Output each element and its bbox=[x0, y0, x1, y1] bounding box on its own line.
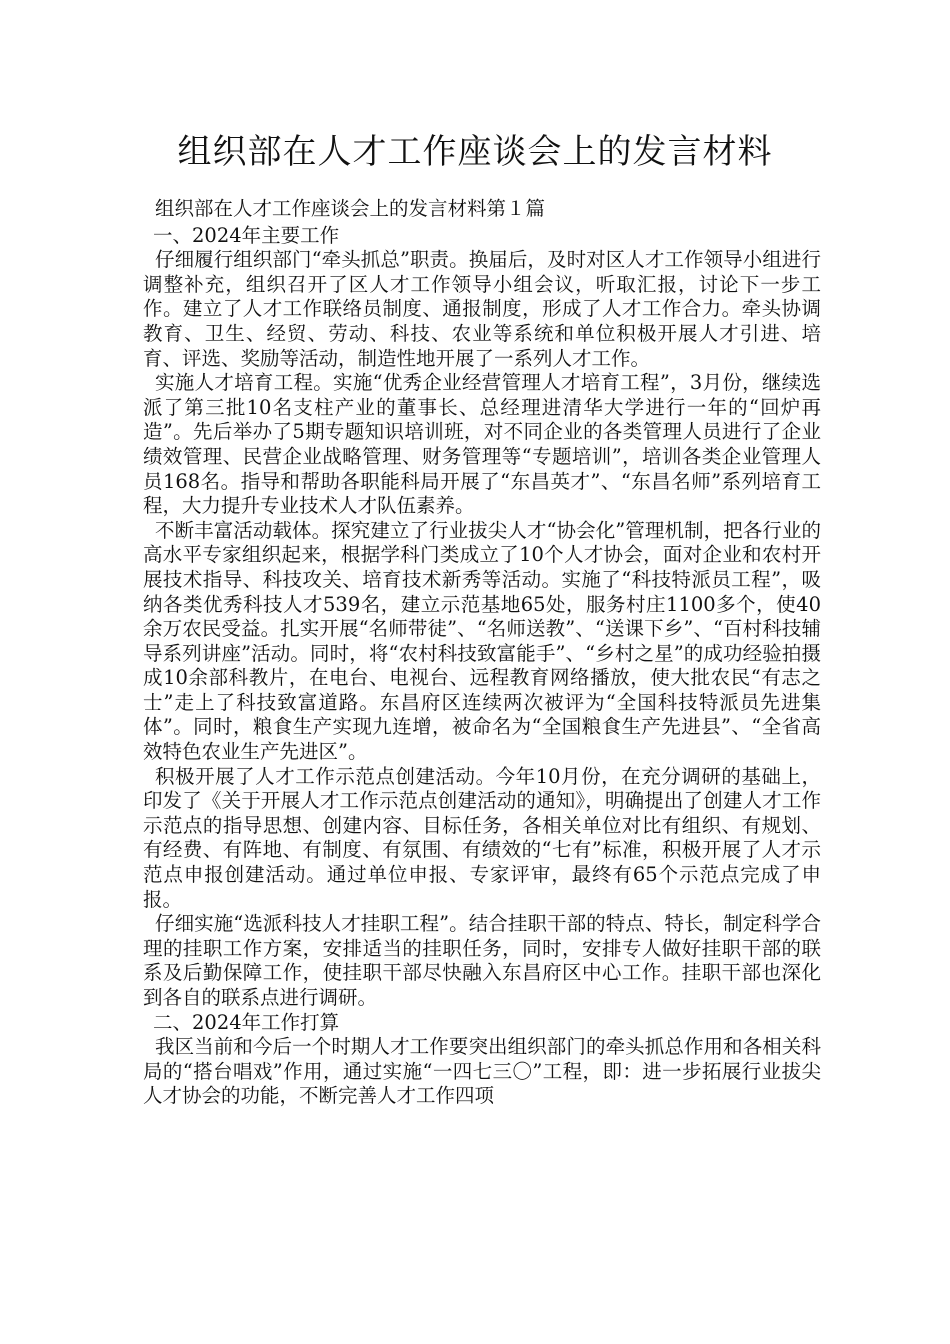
document-subtitle: 组织部在人才工作座谈会上的发言材料第１篇 bbox=[155, 197, 546, 220]
paragraph: 不断丰富活动载体。探究建立了行业拔尖人才“协会化”管理机制，把各行业的高水平专家组织起来，根据学科门类成立了10个人才协会，面对企业和农村开展技术指导、科技攻关、培育技术新秀等活动。实施了“科技特派员工程”，吸纳各类优秀科技人才539名，建立示范基地65处，服务村庄1100多个，使40余万农民受益。扎实开展“名师带徒”、“名师送教”、“送课下乡”、“百村科技辅导系列讲座”活动。同时，将“农村科技致富能手”、“乡村之星”的成功经验拍摄成10余部科教片，在电台、电视台、远程教育网络播放，使大批农民“有志之士”走上了科技致富道路。东昌府区连续两次被评为“全国科技特派员先进集体”。同时，粮食生产实现九连增，被命名为“全国粮食生产先进县”、“全省高效特色农业生产先进区”。 bbox=[143, 518, 821, 764]
section-heading-1: 一、2024年主要工作 bbox=[153, 223, 340, 247]
document-body bbox=[143, 197, 821, 1109]
paragraph: 积极开展了人才工作示范点创建活动。今年10月份，在充分调研的基础上，印发了《关于开展人才工作示范点创建活动的通知》，明确提出了创建人才工作示范点的指导思想、创建内容、目标任务，各相关单位对比有组织、有规划、有经费、有阵地、有制度、有氛围、有绩效的“七有”标准，积极开展了人才示范点申报创建活动。通过单位申报、专家评审，最终有65个示范点完成了申报。 bbox=[143, 764, 821, 911]
paragraph: 仔细履行组织部门“牵头抓总”职责。换届后，及时对区人才工作领导小组进行调整补充，组织召开了区人才工作领导小组会议，听取汇报，讨论下一步工作。建立了人才工作联络员制度、通报制度，形成了人才工作合力。牵头协调教育、卫生、经贸、劳动、科技、农业等系统和单位积极开展人才引进、培育、评选、奖励等活动，制造性地开展了一系列人才工作。 bbox=[143, 248, 821, 370]
paragraph: 我区当前和今后一个时期人才工作要突出组织部门的牵头抓总作用和各相关科局的“搭台唱戏”作用，通过实施“一四七三〇”工程，即：进一步拓展行业拔尖人才协会的功能，不断完善人才工作四项 bbox=[143, 1035, 821, 1108]
document-title: 组织部在人才工作座谈会上的发言材料 bbox=[177, 132, 773, 172]
section-heading-2: 二、2024年工作打算 bbox=[153, 1010, 340, 1034]
paragraph: 仔细实施“选派科技人才挂职工程”。结合挂职干部的特点、特长，制定科学合理的挂职工作方案，安排适当的挂职任务，同时，安排专人做好挂职干部的联系及后勤保障工作，使挂职干部尽快融入东昌府区中心工作。挂职干部也深化到各自的联系点进行调研。 bbox=[143, 912, 821, 1009]
paragraph: 实施人才培育工程。实施“优秀企业经营管理人才培育工程”，3月份，继续选派了第三批10名支柱产业的董事长、总经理进清华大学进行一年的“回炉再造”。先后举办了5期专题知识培训班，对不同企业的各类管理人员进行了企业绩效管理、民营企业战略管理、财务管理等“专题培训”，培训各类企业管理人员168名。指导和帮助各职能科局开展了“东昌英才”、“东昌名师”系列培育工程，大力提升专业技术人才队伍素养。 bbox=[143, 371, 821, 518]
